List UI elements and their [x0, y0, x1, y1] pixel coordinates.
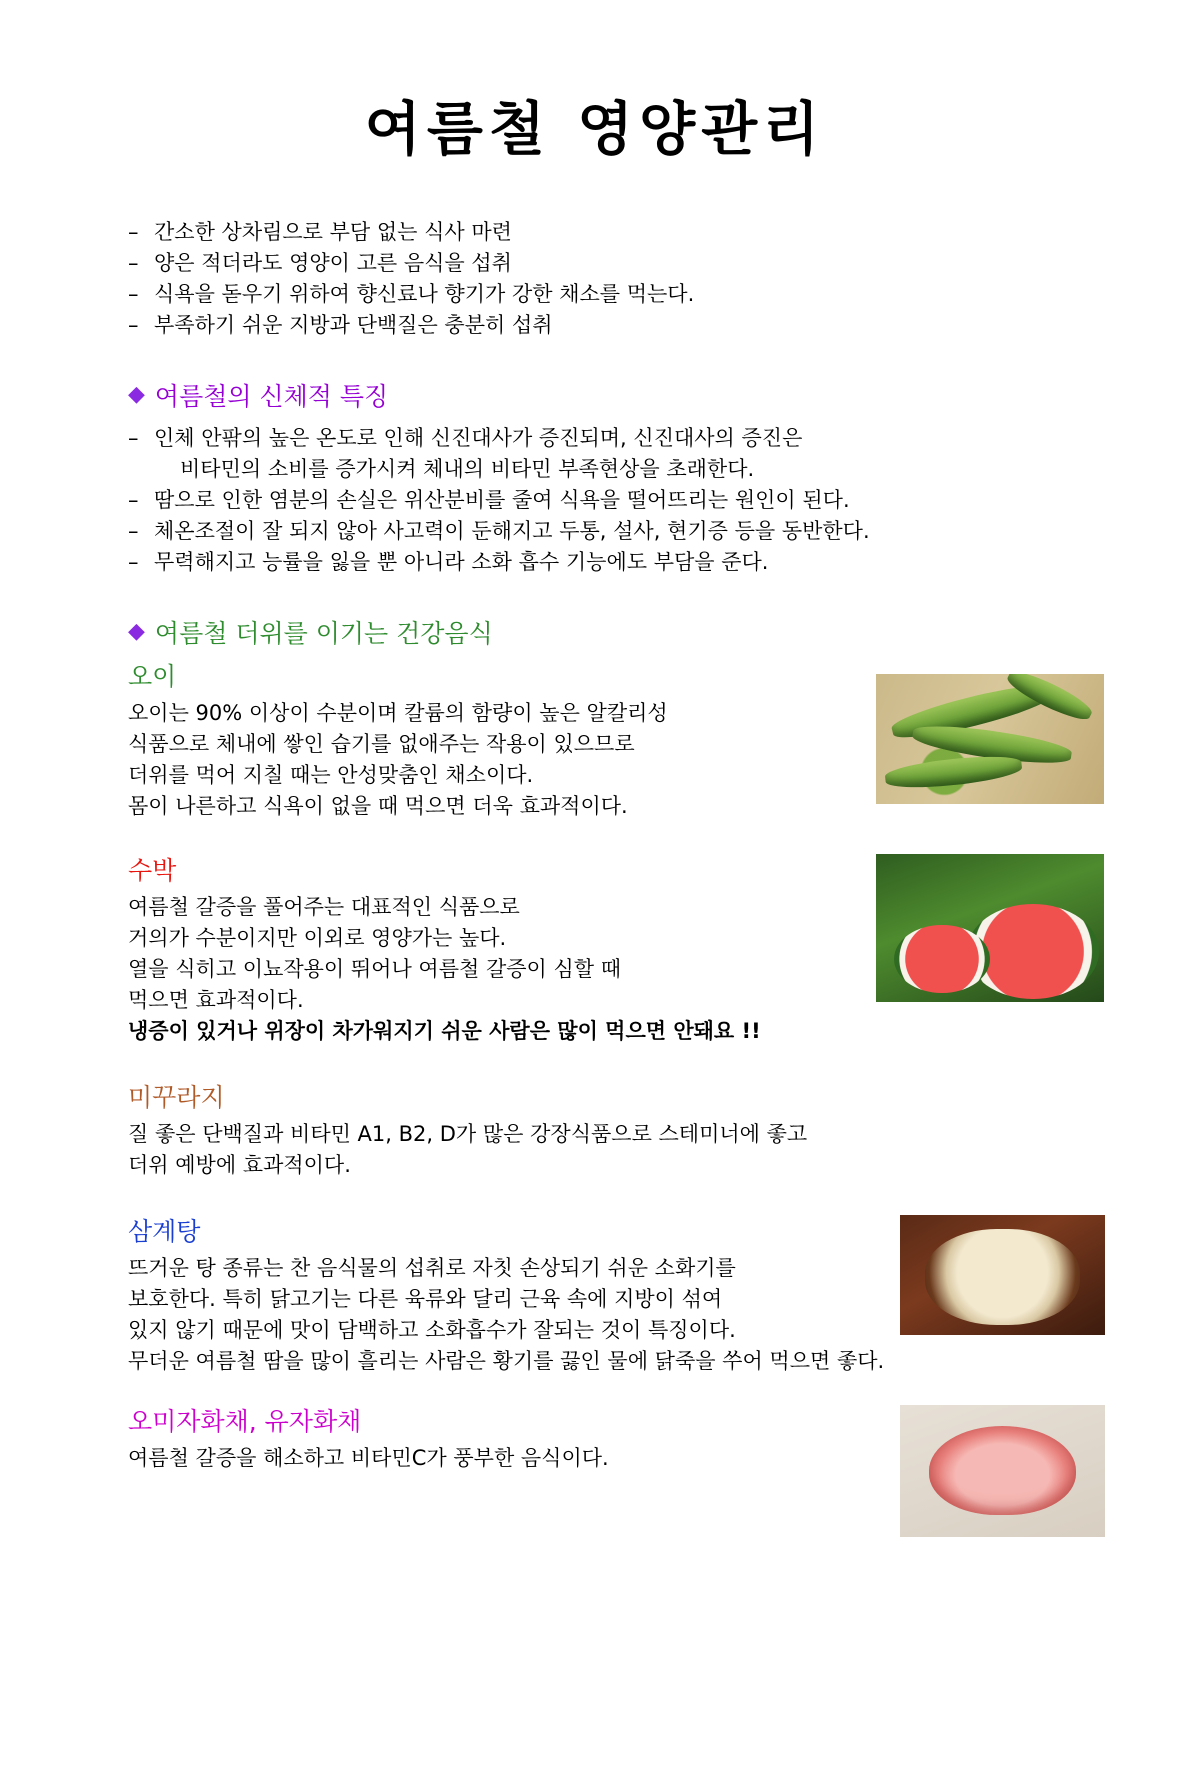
dash-marker: – — [128, 219, 139, 244]
body-line — [128, 516, 1065, 547]
list-item — [128, 248, 1065, 279]
body-line — [128, 547, 1065, 578]
body-line: 더위 예방에 효과적이다. — [128, 1152, 351, 1177]
body-line: 뜨거운 탕 종류는 찬 음식물의 섭취로 자칫 손상되기 쉬운 소화기를 — [128, 1255, 736, 1280]
dash-marker: – — [128, 518, 139, 543]
body-line: 몸이 나른하고 식욕이 없을 때 먹으면 더욱 효과적이다. — [128, 793, 628, 818]
section1-body — [128, 423, 1065, 578]
body-line-text: 땀으로 인한 염분의 손실은 위산분비를 줄여 식욕을 떨어뜨리는 원인이 된다. — [154, 487, 850, 512]
list-item — [128, 310, 1065, 341]
dash-marker: – — [128, 312, 139, 337]
cucumber-photo — [876, 674, 1104, 804]
intro-list — [128, 217, 1065, 341]
section-heading-physical-traits — [128, 377, 1065, 413]
food-block-hwachae — [128, 1405, 1065, 1474]
food-name: 오미자화채, 유자화채 — [128, 1406, 362, 1436]
dash-marker: – — [128, 487, 139, 512]
document-content — [0, 217, 1190, 1474]
body-line: 더위를 먹어 지칠 때는 안성맞춤인 채소이다. — [128, 762, 534, 787]
list-item-text: 부족하기 쉬운 지방과 단백질은 충분히 섭취 — [154, 312, 553, 337]
body-line: 오이는 90% 이상이 수분이며 칼륨의 함량이 높은 알칼리성 — [128, 700, 668, 725]
list-item — [128, 279, 1065, 310]
body-line — [128, 485, 1065, 516]
body-line: 여름철 갈증을 풀어주는 대표적인 식품으로 — [128, 894, 520, 919]
body-line — [128, 454, 1065, 485]
section-heading-healthy-foods — [128, 614, 1065, 650]
list-item — [128, 217, 1065, 248]
diamond-icon: ◆ — [128, 619, 145, 645]
food-block-cucumber — [128, 660, 1065, 822]
body-line: 먹으면 효과적이다. — [128, 987, 304, 1012]
body-line: 질 좋은 단백질과 비타민 A1, B2, D가 많은 강장식품으로 스테미너에 좋고 — [128, 1121, 808, 1146]
body-line-text: 무력해지고 능률을 잃을 뿐 아니라 소화 흡수 기능에도 부담을 준다. — [154, 549, 769, 574]
body-line-warning: 냉증이 있거나 위장이 차가워지기 쉬운 사람은 많이 먹으면 안돼요 !! — [128, 1018, 761, 1043]
body-line: 무더운 여름철 땀을 많이 흘리는 사람은 황기를 끓인 물에 닭죽을 쑤어 먹으면 좋다. — [128, 1348, 885, 1373]
list-item-text: 간소한 상차림으로 부담 없는 식사 마련 — [154, 219, 512, 244]
document-page — [0, 95, 1190, 1777]
body-line: 식품으로 체내에 쌓인 습기를 없애주는 작용이 있으므로 — [128, 731, 635, 756]
list-item-text: 식욕을 돋우기 위하여 향신료나 향기가 강한 채소를 먹는다. — [154, 281, 695, 306]
food-block-watermelon — [128, 854, 1065, 1047]
dash-marker: – — [128, 549, 139, 574]
dash-marker: – — [128, 250, 139, 275]
food-name: 삼계탕 — [128, 1216, 201, 1246]
body-line-text: 인체 안팎의 높은 온도로 인해 신진대사가 증진되며, 신진대사의 증진은 — [154, 425, 803, 450]
food-block-samgyetang — [128, 1215, 1065, 1377]
body-line: 보호한다. 특히 닭고기는 다른 육류와 달리 근육 속에 지방이 섞여 — [128, 1286, 723, 1311]
body-line-text: 비타민의 소비를 증가시켜 체내의 비타민 부족현상을 초래한다. — [180, 456, 755, 481]
food-name: 수박 — [128, 855, 177, 885]
body-line: 여름철 갈증을 해소하고 비타민C가 풍부한 음식이다. — [128, 1445, 609, 1470]
section-heading-text: 여름철의 신체적 특징 — [154, 381, 389, 411]
body-line — [128, 423, 1065, 454]
page-title: 여름철 영양관리 — [364, 95, 826, 163]
food-block-loach — [128, 1081, 1065, 1181]
diamond-icon: ◆ — [128, 382, 145, 408]
hwachae-photo — [900, 1405, 1105, 1537]
watermelon-photo — [876, 854, 1104, 1002]
samgyetang-photo — [900, 1215, 1105, 1335]
body-line: 열을 식히고 이뇨작용이 뛰어나 여름철 갈증이 심할 때 — [128, 956, 622, 981]
body-line: 거의가 수분이지만 이외로 영양가는 높다. — [128, 925, 507, 950]
body-line-text: 체온조절이 잘 되지 않아 사고력이 둔해지고 두통, 설사, 현기증 등을 동반한다. — [154, 518, 870, 543]
dash-marker: – — [128, 425, 139, 450]
section-heading-text: 여름철 더위를 이기는 건강음식 — [154, 618, 493, 648]
list-item-text: 양은 적더라도 영양이 고른 음식을 섭취 — [154, 250, 512, 275]
body-line: 있지 않기 때문에 맛이 담백하고 소화흡수가 잘되는 것이 특징이다. — [128, 1317, 736, 1342]
food-name: 미꾸라지 — [128, 1082, 225, 1112]
dash-marker: – — [128, 281, 139, 306]
food-name: 오이 — [128, 661, 177, 691]
